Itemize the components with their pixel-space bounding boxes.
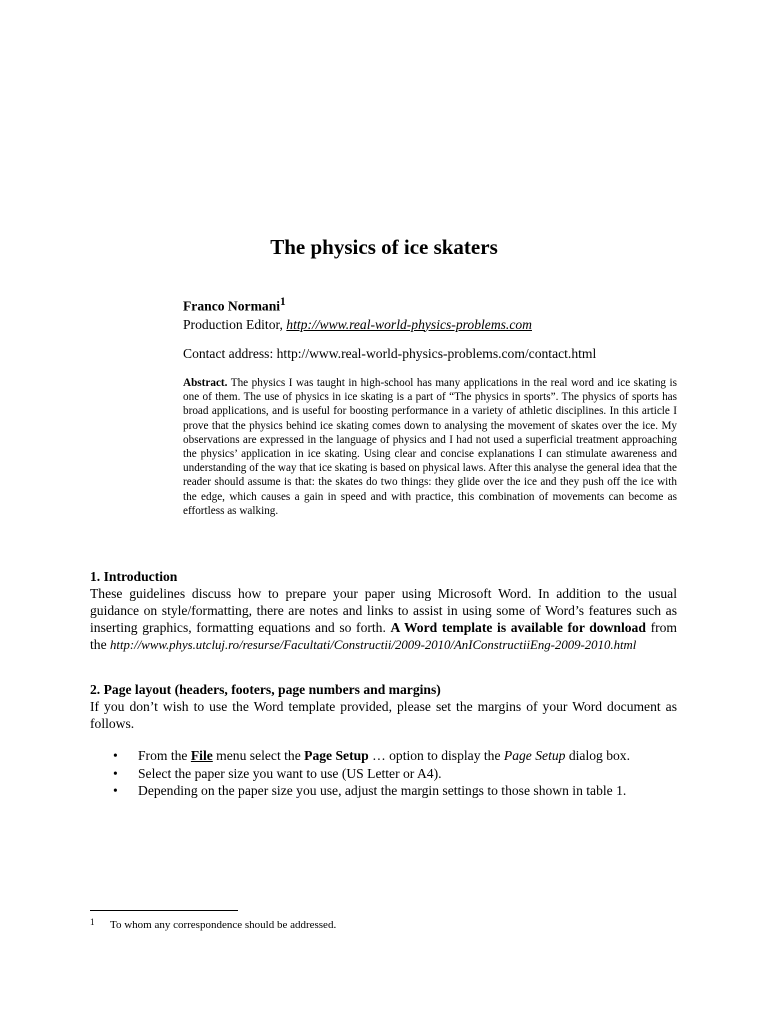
author-footnote-ref: 1 <box>280 296 286 308</box>
author-website-link[interactable]: http://www.real-world-physics-problems.com <box>286 316 532 332</box>
file-menu-term: File <box>190 748 213 763</box>
template-download-note: A Word template is available for download <box>390 620 646 635</box>
from-the-text: from the <box>90 620 677 652</box>
list-item <box>113 765 683 783</box>
footnote-text: To whom any correspondence should be addressed. <box>110 919 337 931</box>
author-name-line <box>183 293 683 316</box>
section-heading-introduction: 1. Introduction <box>90 569 178 584</box>
list-item <box>113 747 683 765</box>
footnote-mark: 1 <box>90 917 95 927</box>
section-page-layout <box>90 681 677 732</box>
section-introduction <box>90 568 677 654</box>
bullet-text: dialog box. <box>565 748 631 763</box>
introduction-text: These guidelines discuss how to prepare your paper using Microsoft Word. In addition to the usual guidance on style/formatting, there are notes and links to assist in using some of Word’s features such as inserting graphics, formatting equations and so forth. <box>90 586 677 635</box>
abstract-text: The physics I was taught in high-school has many applications in the real word and ice skating is one of them. The use of physics in ice skating is a part of “The physics in sports”. The physics of sports has broad applications, and is useful for boosting performance in a variety of athletic disciplines. In this article I prove that the physics behind ice skating comes down to analysing the movement of skates over the ice. My observations are expressed in the language of physics and I had not used a superficial treatment approaching the physics’ application in ice skating. Using clear and concise explanations I can stimulate awareness and understanding of the way that ice skating is based on physical laws. After this analyse the general idea that the reader should assume is that: the skates do two things: they glide over the ice and they push off the ice with the edge, which causes a gain in speed and with practice, this combination of movements can become as effortless as walking. <box>183 377 677 517</box>
contact-address: Contact address: http://www.real-world-physics-problems.com/contact.html <box>183 346 597 361</box>
author-block <box>183 293 683 334</box>
margin-steps-list <box>113 747 683 800</box>
bullet-text: … option to display the <box>368 748 504 763</box>
author-affiliation-line <box>183 316 683 334</box>
bullet-icon: • <box>113 748 118 763</box>
bullet-icon: • <box>113 783 118 798</box>
abstract <box>183 376 677 518</box>
page-setup-dialog-term: Page Setup <box>503 748 566 763</box>
template-url-link[interactable]: http://www.phys.utcluj.ro/resurse/Facultati/Constructii/2009-2010/AnIConstructiiEng-2009-2010.html <box>110 638 637 652</box>
author-name: Franco Normani <box>183 298 281 314</box>
bullet-text: Depending on the paper size you use, adjust the margin settings to those shown in table 1. <box>138 783 627 798</box>
footnote-separator <box>90 910 238 911</box>
introduction-paragraph <box>90 585 677 654</box>
page-layout-paragraph: If you don’t wish to use the Word template provided, please set the margins of your Word document as follows. <box>90 699 677 731</box>
bullet-icon: • <box>113 765 118 781</box>
author-role: Production Editor, <box>183 316 287 332</box>
list-item <box>113 782 683 800</box>
footnote <box>90 915 590 932</box>
bullet-text: Select the paper size you want to use (US Letter or A4). <box>138 765 442 781</box>
bullet-text: From the <box>138 748 191 763</box>
bullet-text: menu select the <box>212 748 305 763</box>
abstract-label: Abstract. <box>183 377 228 389</box>
paper-title: The physics of ice skaters <box>270 235 498 259</box>
page-setup-term: Page Setup <box>304 748 369 763</box>
section-heading-page-layout: 2. Page layout (headers, footers, page numbers and margins) <box>90 682 441 697</box>
